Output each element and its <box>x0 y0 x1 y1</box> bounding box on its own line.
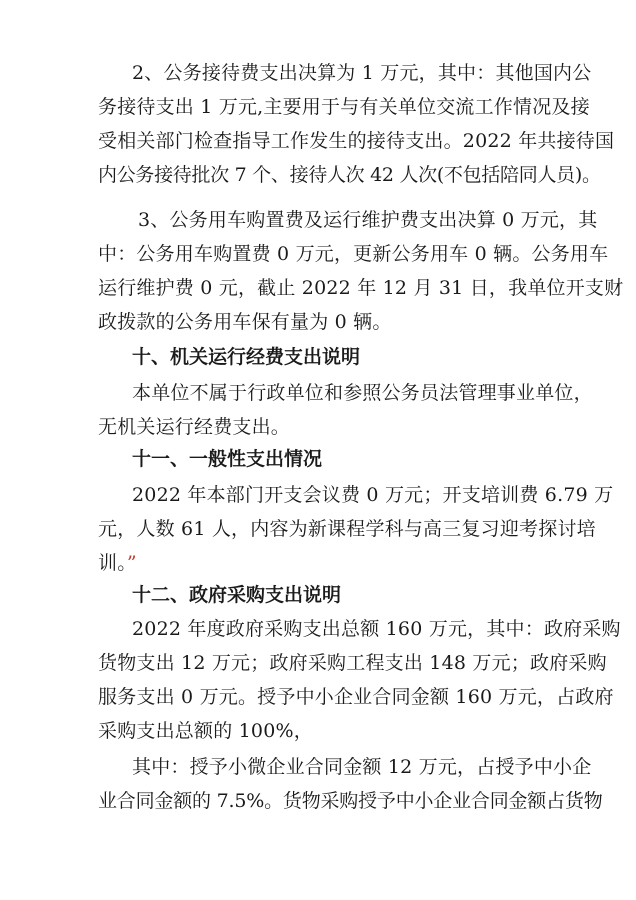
paragraph-procurement <box>98 612 621 748</box>
text-line: 本单位不属于行政单位和参照公务员法管理事业单位， <box>132 382 593 404</box>
text-line: 内公务接待批次 7 个、接待人次 42 人次(不包括陪同人员)。 <box>98 164 601 186</box>
text-line <box>98 546 544 580</box>
paragraph-reception-expenses <box>98 56 615 192</box>
text-line: 3、公务用车购置费及运行维护费支出决算 0 万元，其 <box>138 209 598 231</box>
text-line: 元，人数 61 人，内容为新课程学科与高三复习迎考探讨培 <box>98 518 596 540</box>
text-line: 2、公务接待费支出决算为 1 万元，其中：其他国内公 <box>132 62 592 84</box>
paragraph-vehicle-expenses <box>98 203 624 339</box>
paragraph-general-expenses <box>98 478 614 580</box>
closing-quote-mark: ” <box>126 552 137 574</box>
text-line: 运行维护费 0 元，截止 2022 年 12 月 31 日，我单位开支财 <box>98 277 624 299</box>
text-line: 受相关部门检查指导工作发生的接待支出。2022 年共接待国 <box>98 130 615 152</box>
text-line: 其中：授予小微企业合同金额 12 万元，占授予中小企 <box>132 756 592 778</box>
text-line: 货物支出 12 万元；政府采购工程支出 148 万元；政府采购 <box>98 652 607 674</box>
section-heading-operating-costs: 十、机关运行经费支出说明 <box>132 346 361 368</box>
text-fragment: 训。 <box>98 552 127 574</box>
text-line: 服务支出 0 万元。授予中小企业合同金额 160 万元，占政府 <box>98 686 614 708</box>
text-line: 业合同金额的 7.5%。货物采购授予中小企业合同金额占货物 <box>98 790 603 812</box>
text-line: 务接待支出 1 万元,主要用于与有关单位交流工作情况及接 <box>98 96 590 118</box>
text-line: 2022 年本部门开支会议费 0 万元；开支培训费 6.79 万 <box>132 484 614 506</box>
section-heading-general-expenses: 十一、一般性支出情况 <box>132 448 323 470</box>
paragraph-operating-costs <box>98 376 593 444</box>
text-line: 2022 年度政府采购支出总额 160 万元，其中：政府采购 <box>132 618 621 640</box>
text-line: 中：公务用车购置费 0 万元，更新公务用车 0 辆。公务用车 <box>98 243 609 265</box>
text-line: 无机关运行经费支出。 <box>98 416 291 438</box>
text-line: 采购支出总额的 100%， <box>98 720 313 742</box>
text-line: 政拨款的公务用车保有量为 0 辆。 <box>98 311 392 333</box>
paragraph-procurement-small-enterprises <box>98 750 603 818</box>
section-heading-government-procurement: 十二、政府采购支出说明 <box>132 584 342 606</box>
